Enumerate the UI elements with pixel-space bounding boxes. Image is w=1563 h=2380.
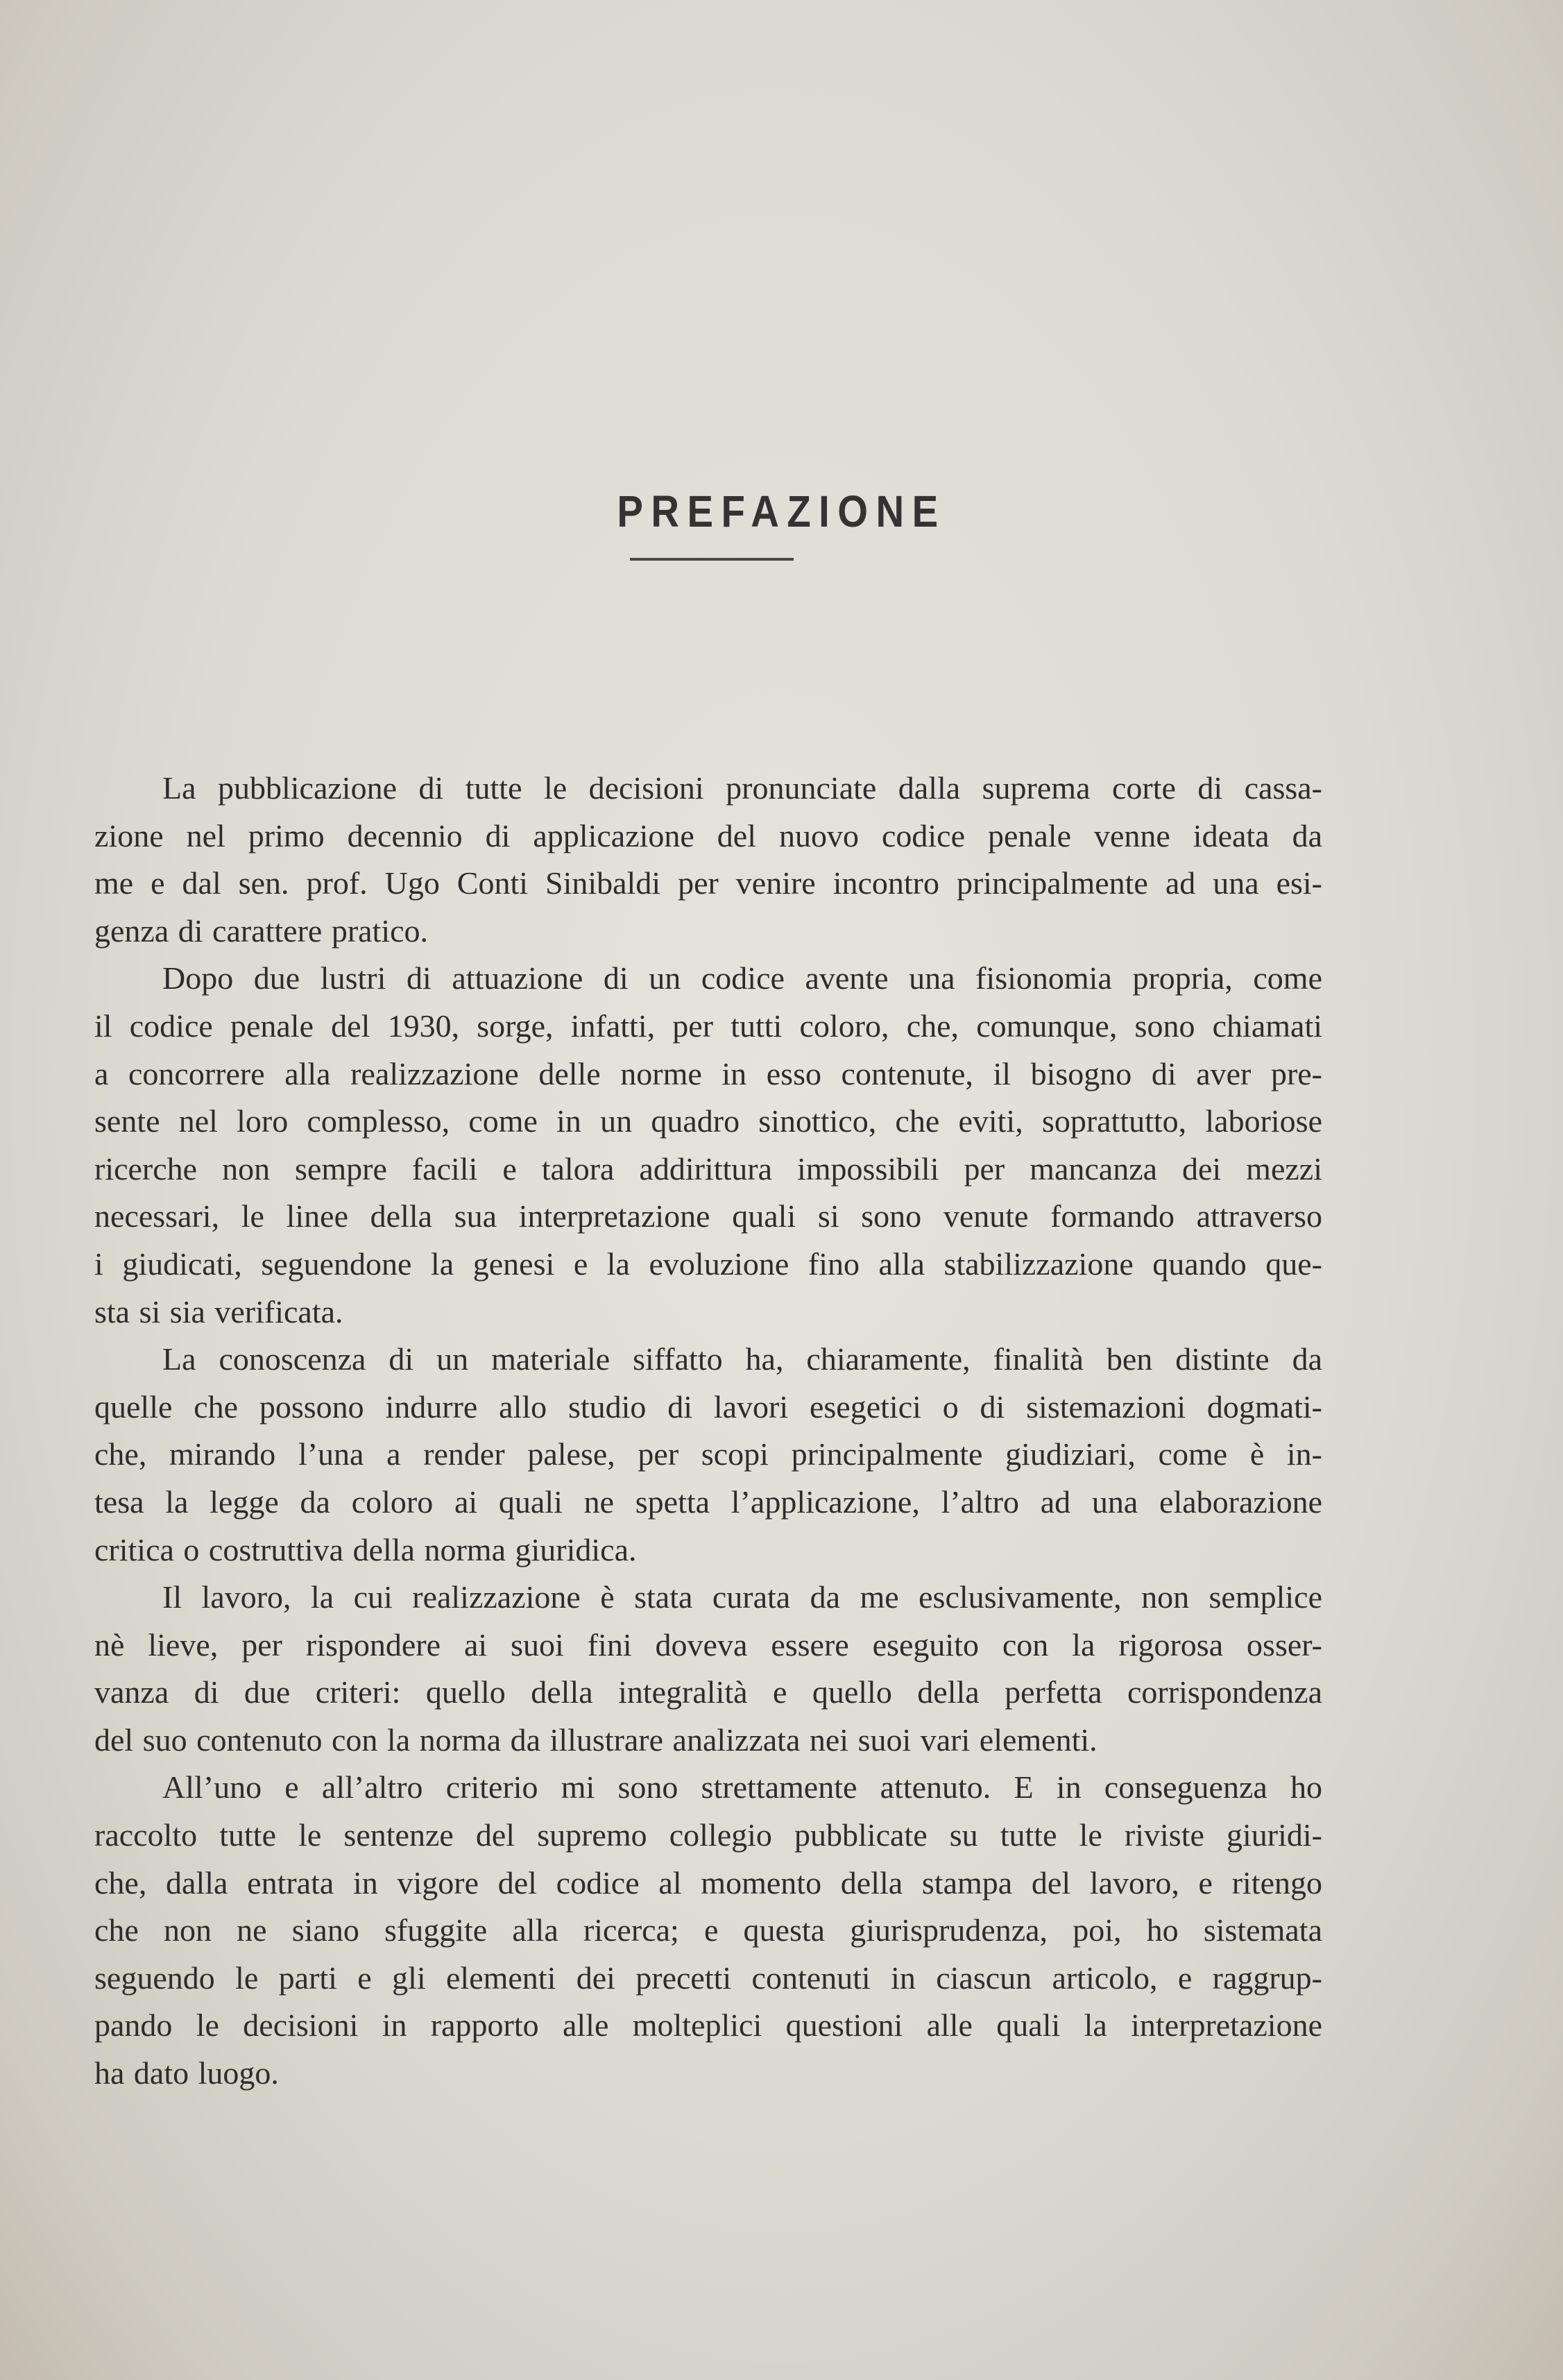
paragraph-line: ha dato luogo.	[94, 2055, 279, 2091]
paragraph-line: La pubblicazione di tutte le decisioni pronunciate dalla suprema corte di cassa-	[162, 770, 1322, 806]
paragraph-line: vanza di due criteri: quello della integralità e quello della perfetta corrispondenza	[94, 1674, 1322, 1710]
paragraph-line: necessari, le linee della sua interpretazione quali si sono venute formando attraverso	[94, 1198, 1322, 1234]
paragraph-line: che, mirando l’una a render palese, per scopi principalmente giudiziari, come è in-	[94, 1436, 1322, 1472]
paragraph-line: che non ne siano sfuggite alla ricerca; e questa giurisprudenza, poi, ho sistemata	[94, 1912, 1322, 1948]
paragraph-line: sta si sia verificata.	[94, 1293, 343, 1329]
paragraph-line: che, dalla entrata in vigore del codice al momento della stampa del lavoro, e ritengo	[94, 1864, 1322, 1901]
paragraph-line: Il lavoro, la cui realizzazione è stata curata da me esclusivamente, non semplice	[162, 1579, 1322, 1615]
paragraph-line: a concorrere alla realizzazione delle norme in esso contenute, il bisogno di aver pre-	[94, 1055, 1322, 1091]
paragraph-line: quelle che possono indurre allo studio di lavori esegetici o di sistemazioni dogmati-	[94, 1388, 1322, 1425]
paragraph-line: i giudicati, seguendone la genesi e la evoluzione fino alla stabilizzazione quando que-	[94, 1246, 1322, 1282]
paragraph-line: il codice penale del 1930, sorge, infatti, per tutti coloro, che, comunque, sono chiamati	[94, 1008, 1322, 1044]
paragraph-line: La conoscenza di un materiale siffatto ha, chiaramente, finalità ben distinte da	[162, 1341, 1322, 1377]
paragraph-line: zione nel primo decennio di applicazione del nuovo codice penale venne ideata da	[94, 817, 1322, 853]
paragraph-line: raccolto tutte le sentenze del supremo collegio pubblicate su tutte le riviste giuridi-	[94, 1817, 1322, 1853]
paragraph-line: seguendo le parti e gli elementi dei precetti contenuti in ciascun articolo, e raggrup-	[94, 1960, 1322, 1996]
paragraph-line: Dopo due lustri di attuazione di un codice avente una fisionomia propria, come	[162, 960, 1322, 996]
paragraph-line: me e dal sen. prof. Ugo Conti Sinibaldi per venire incontro principalmente ad una esi-	[94, 865, 1322, 901]
title-underline	[630, 558, 794, 561]
paragraph-line: All’uno e all’altro criterio mi sono strettamente attenuto. E in conseguenza ho	[162, 1769, 1322, 1805]
paragraph-line: del suo contenuto con la norma da illustrare analizzata nei suoi vari elementi.	[94, 1722, 1097, 1758]
paragraph-line: pando le decisioni in rapporto alle molteplici questioni alle quali la interpretazione	[94, 2007, 1322, 2043]
preface-body	[94, 765, 1322, 2098]
paragraph-line: nè lieve, per rispondere ai suoi fini doveva essere eseguito con la rigorosa osser-	[94, 1626, 1322, 1663]
paragraph-line: ricerche non sempre facili e talora addirittura impossibili per mancanza dei mezzi	[94, 1150, 1322, 1187]
paragraph-line: critica o costruttiva della norma giuridica.	[94, 1531, 637, 1567]
paragraph-line: tesa la legge da coloro ai quali ne spetta l’applicazione, l’altro ad una elaborazione	[94, 1484, 1322, 1520]
paragraph-line: sente nel loro complesso, come in un quadro sinottico, che eviti, soprattutto, laboriose	[94, 1103, 1322, 1139]
page-title: PREFAZIONE	[617, 486, 946, 536]
paragraph-line: genza di carattere pratico.	[94, 912, 429, 949]
